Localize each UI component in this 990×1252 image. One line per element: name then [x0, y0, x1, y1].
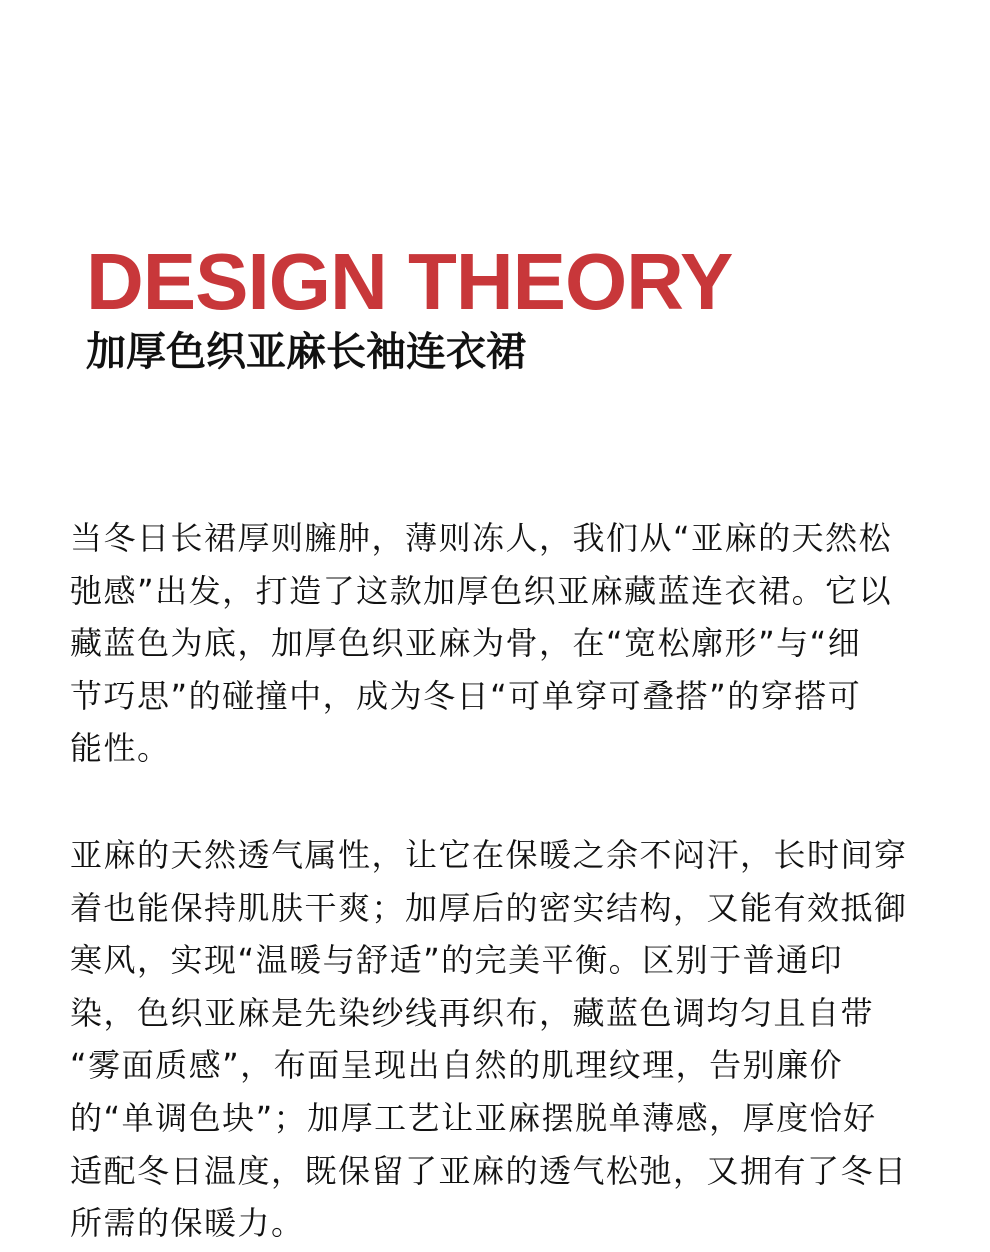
paragraph-line: “雾面质感”，布面呈现出自然的肌理纹理，告别廉价 [70, 1046, 844, 1085]
paragraph-line: 节巧思”的碰撞中，成为冬日“可单穿可叠搭”的穿搭可 [70, 676, 862, 715]
page-subtitle: 加厚色织亚麻长袖连衣裙 [86, 329, 526, 375]
paragraph-line: 寒风，实现“温暖与舒适”的完美平衡。区别于普通印 [70, 941, 844, 980]
paragraph-detail [70, 829, 920, 1250]
paragraph-line: 藏蓝色为底，加厚色织亚麻为骨，在“宽松廓形”与“细 [70, 624, 862, 663]
page-title: DESIGN THEORY [86, 237, 733, 326]
paragraph-line: 染，色织亚麻是先染纱线再织布，藏蓝色调均匀且自带 [70, 993, 875, 1032]
paragraph-line: 的“单调色块”；加厚工艺让亚麻摆脱单薄感，厚度恰好 [70, 1098, 877, 1137]
header [86, 236, 732, 380]
paragraph-intro [70, 512, 920, 775]
paragraph-line: 适配冬日温度，既保留了亚麻的透气松弛，又拥有了冬日 [70, 1151, 908, 1190]
paragraph-line: 弛感”出发，打造了这款加厚色织亚麻藏蓝连衣裙。它以 [70, 571, 893, 610]
paragraph-line: 着也能保持肌肤干爽；加厚后的密实结构，又能有效抵御 [70, 888, 908, 927]
paragraph-line: 亚麻的天然透气属性，让它在保暖之余不闷汗，长时间穿 [70, 836, 908, 874]
paragraph-line: 所需的保暖力。 [70, 1204, 305, 1243]
paragraph-line: 能性。 [70, 729, 171, 768]
paragraph-line: 当冬日长裙厚则臃肿，薄则冻人，我们从“亚麻的天然松 [70, 519, 893, 557]
